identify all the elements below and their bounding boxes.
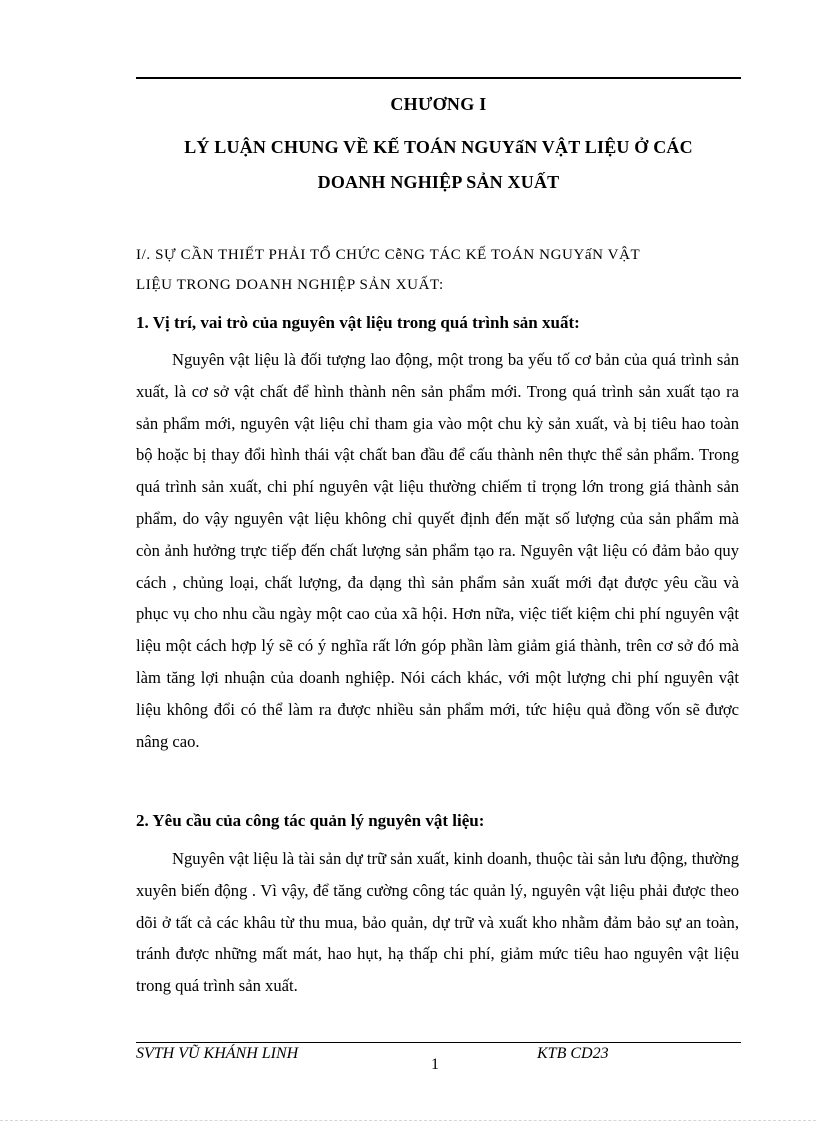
chapter-label: CHƯƠNG I (390, 94, 487, 114)
subsection-2-title: 2. Yêu cầu của công tác quản lý nguyên vật liệu: (136, 811, 485, 830)
page-number: 1 (431, 1056, 439, 1073)
chapter-title-line-2: DOANH NGHIỆP SẢN XUẤT (317, 172, 560, 192)
footer-class-code: KTB CD23 (537, 1045, 609, 1062)
section-heading-line-1: I/. SỰ CẦN THIẾT PHẢI TỔ CHỨC CễNG TÁC KẾ TOÁN NGUYấN VẬT (136, 247, 641, 263)
footer-author: SVTH VŨ KHÁNH LINH (136, 1045, 299, 1062)
subsection-1-body: Nguyên vật liệu là đối tượng lao động, một trong ba yếu tố cơ bản của quá trình sản xuất, là cơ sở vật chất để hình thành nên sản phẩm mới. Trong quá trình sản xuất tạo ra sản phẩm mới, nguyên vật liệu chỉ tham gia vào một chu kỳ sản xuất, và bị tiêu hao toàn bộ hoặc bị thay đổi hình thái vật chất ban đầu để cấu thành nên thực thể sản phẩm. Trong quá trình sản xuất, chi phí nguyên vật liệu thường chiếm tỉ trọng lớn trong giá thành sản phẩm, do vậy nguyên vật liệu không chỉ quyết định đến mặt số lượng của sản phẩm mà còn ảnh hưởng trực tiếp đến chất lượng sản phẩm tạo ra. Nguyên vật liệu có đảm bảo quy cách , chủng loại, chất lượng, đa dạng thì sản phẩm sản xuất mới đạt được yêu cầu và phục vụ cho nhu cầu ngày một cao của xã hội. Hơn nữa, việc tiết kiệm chi phí nguyên vật liệu một cách hợp lý sẽ có ý nghĩa rất lớn góp phần làm giảm giá thành, trên cơ sở đó mà làm tăng lợi nhuận của doanh nghiệp. Nói cách khác, với một lượng chi phí nguyên vật liệu không đổi có thể làm ra được nhiều sản phẩm mới, tức hiệu quả đồng vốn sẽ được nâng cao. (136, 350, 739, 751)
chapter-title-line-1: LÝ LUẬN CHUNG VỀ KẾ TOÁN NGUYấN VẬT LIỆU Ở CÁC (184, 137, 693, 157)
header-rule (136, 77, 741, 79)
page-edge (0, 1120, 816, 1121)
section-heading (136, 240, 736, 300)
footer-rule (136, 1042, 741, 1043)
section-heading-line-2: LIỆU TRONG DOANH NGHIỆP SẢN XUẤT: (136, 277, 444, 293)
subsection-2-body: Nguyên vật liệu là tài sản dự trữ sản xuất, kinh doanh, thuộc tài sản lưu động, thường xuyên biến động . Vì vậy, để tăng cường công tác quản lý, nguyên vật liệu phải được theo dõi ở tất cả các khâu từ thu mua, bảo quản, dự trữ và xuất kho nhằm đảm bảo sự an toàn, tránh được những mất mát, hao hụt, hạ thấp chi phí, giảm mức tiêu hao nguyên vật liệu trong quá trình sản xuất. (136, 849, 739, 996)
chapter-title (136, 130, 741, 200)
subsection-1-title: 1. Vị trí, vai trò của nguyên vật liệu trong quá trình sản xuất: (136, 313, 580, 332)
